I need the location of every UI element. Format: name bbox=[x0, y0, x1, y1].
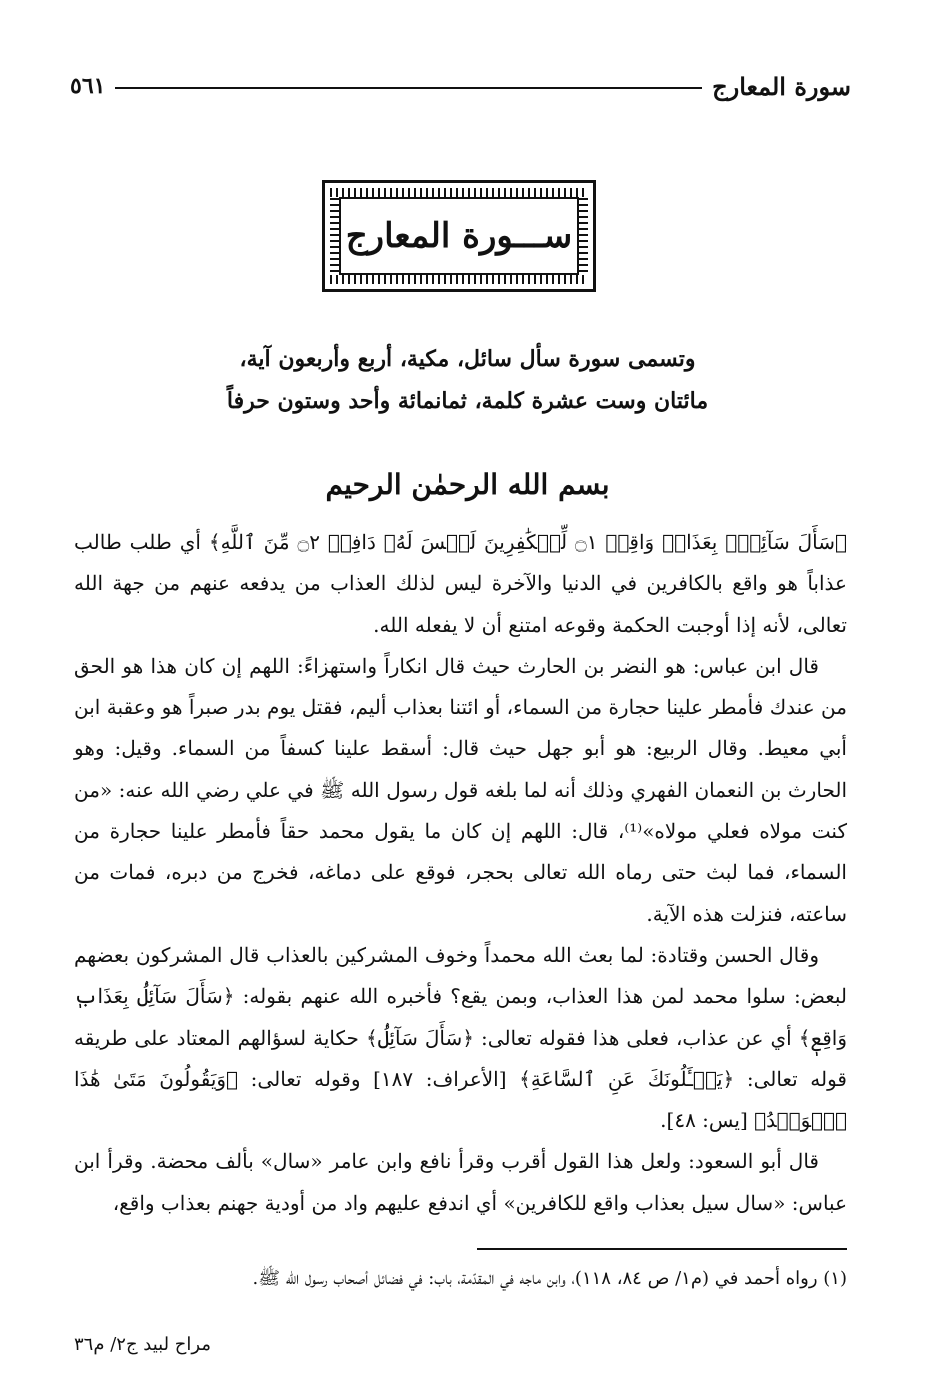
printer-signature: مراح لبيد ج٢/ م٣٦ bbox=[74, 1334, 212, 1355]
title-box bbox=[339, 197, 579, 275]
commentary-body bbox=[74, 522, 847, 1224]
intro-line-1: وتسمى سورة سأل سائل، مكية، أربع وأربعون آية، bbox=[239, 346, 696, 372]
intro-line-2: مائتان وست عشرة كلمة، ثمانمائة وأحد وستون حرفاً bbox=[226, 388, 709, 414]
header-rule bbox=[115, 87, 702, 89]
page-number: ٥٦١ bbox=[70, 73, 106, 99]
basmala: بسم الله الرحمٰن الرحيم bbox=[325, 468, 610, 501]
paragraph: قال ابن عباس: هو النضر بن الحارث حيث قال انكاراً واستهزاءً: اللهم إن كان هذا هو الحق من عندك فأمطر علينا حجارة من السماء، أو ائتنا بعذاب أليم، فقتل يوم بدر صبراً هو وعقبة ابن أبي معيط. وقال الربيع: هو أبو جهل حيث قال: أسقط علينا كسفاً من السماء. وقيل: وهو الحارث بن النعمان الفهري وذلك أنه لما بلغه قول رسول الله ﷺ في علي رضي الله عنه: «من كنت مولاه فعلي مولاه»⁽¹⁾، قال: اللهم إن كان ما يقول محمد حقاً فأمطر علينا حجارة من السماء، فما لبث حتى رماه الله تعالى بحجر، فوقع على دماغه، فخرج من دبره، فمات من ساعته، فنزلت هذه الآية. bbox=[74, 653, 847, 926]
footnote: (١) رواه أحمد في (م١/ ص ٨٤، ١١٨)، وابن ماجه في المقدّمة، باب: في فضائل أصحاب رسول الله ﷺ. bbox=[252, 1268, 847, 1289]
running-title: سورة المعارج bbox=[712, 71, 851, 101]
ornamental-border bbox=[330, 188, 588, 284]
paragraph: قال أبو السعود: ولعل هذا القول أقرب وقرأ نافع وابن عامر «سال» بألف محضة. وقرأ ابن عباس: «سال سيل بعذاب واقع للكافرين» أي اندفع عليهم واد من أودية جهنم بعذاب واقع، bbox=[74, 1149, 847, 1215]
paragraph: وقال الحسن وقتادة: لما بعث الله محمداً وخوف المشركين بالعذاب قال المشركون بعضهم لبعض: سلوا محمد لمن هذا العذاب، وبمن يقع؟ فأخبره الله عنهم بقوله: ﴿سَأَلَ سَآئِلُۢ بِعَذَابٖ وَاقِعٖ﴾ أي عن عذاب، فعلى هذا فقوله تعالى: ﴿سَأَلَ سَآئِلُۢ﴾ حكاية لسؤالهم المعتاد على طريقه قوله تعالى: ﴿يَسۡـَٔلُونَكَ عَنِ ٱلسَّاعَةِ﴾ [الأعراف: ١٨٧] وقوله تعالى: ﴿وَيَقُولُونَ مَتَىٰ هَٰذَا ٱلۡوَعۡدُ﴾ [يس: ٤٨]. bbox=[74, 942, 847, 1133]
surah-intro bbox=[110, 338, 825, 422]
paragraph: ﴿سَأَلَ سَآئِلُۢ بِعَذَابٖ وَاقِعٖ ۝١ لِّلۡكَٰفِرِينَ لَيۡسَ لَهُۥ دَافِعٞ ۝٢ مِّنَ ٱللَّهِ﴾ أي طلب طالب عذاباً هو واقع بالكافرين في الدنيا والآخرة ليس لذلك العذاب من يدفعه عنهم من جهة الله تعالى، لأنه إذا أوجبت الحكمة وقوعه امتنع أن لا يفعله الله. bbox=[74, 530, 847, 637]
footnote-divider bbox=[477, 1248, 847, 1250]
title-frame bbox=[322, 180, 596, 292]
surah-title: ســـورة المعارج bbox=[345, 216, 573, 256]
page-header bbox=[70, 66, 851, 106]
